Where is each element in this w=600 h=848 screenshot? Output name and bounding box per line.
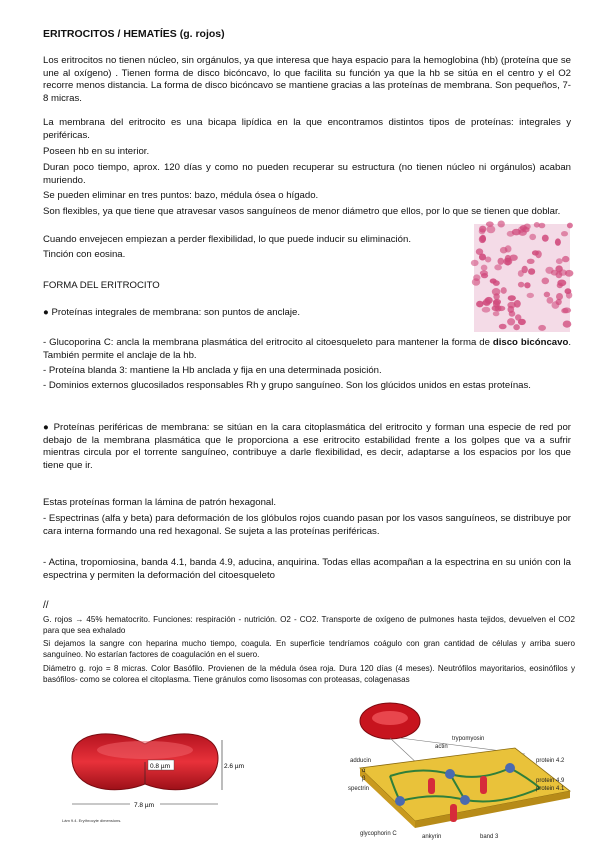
label-protein42: protein 4.2	[536, 758, 565, 764]
blood-cell	[555, 238, 561, 245]
dominios-paragraph: - Dominios externos glucosilados responsables Rh y grupo sanguíneo. Son los glúcidos unidos en estas proteínas.	[43, 380, 531, 391]
mini-rbc-highlight	[372, 711, 408, 725]
glucoporina-text-start: - Glucoporina C: ancla la membrana plasmática del eritrocito al citoesqueleto para mantener la forma de	[43, 337, 493, 348]
label-tropomyosin: trypomyosin	[452, 736, 485, 742]
blood-cell	[556, 258, 563, 264]
perifericas-paragraph-3: - Espectrinas (alfa y beta) para deformación de los glóbulos rojos cuando pasan por los vasos sanguíneos, se distribuye por cara interna formando una red hexagonal. Se sujeta a las proteínas periféricas.	[43, 513, 571, 537]
rbc-thickness-label: 0.8 µm	[150, 763, 171, 770]
blood-cell	[480, 235, 486, 242]
rbc-figure-caption: Lám 9.4. Erythrocyte dimensions.	[62, 818, 122, 823]
blood-cell	[542, 278, 550, 285]
blood-cell	[547, 297, 554, 304]
blood-cell	[498, 221, 505, 228]
blood-cell	[542, 235, 549, 242]
intro-paragraph-7: Cuando envejecen empiezan a perder flexibilidad, lo que puede inducir su eliminación.	[43, 234, 411, 245]
forma-heading: FORMA DEL ERITROCITO	[43, 280, 160, 291]
glucoporina-text-end: . También permite el anclaje de la hb.	[43, 337, 571, 361]
rbc-highlight	[97, 741, 193, 759]
intro-paragraph-1: Los eritrocitos no tienen núcleo, sin orgánulos, ya que interesa que haya espacio para la hemoglobina (hb) (proteína que se une al oxígeno) . Tienen forma de disco bicóncavo, lo que facilita su función ya que la hb se sitúa en el centro y el O2 recorre menos distancia. La forma de disco bicóncavo se mantiene gracias a las proteínas de membrana. Son pequeños, 7-8 micras.	[43, 55, 571, 104]
label-spectrin: spectrin	[348, 786, 370, 792]
blood-cell	[544, 292, 550, 298]
label-beta: β	[362, 776, 366, 782]
blood-cell	[485, 257, 491, 263]
blood-cell	[494, 264, 502, 270]
blood-cell	[476, 248, 483, 255]
blood-smear-image	[474, 224, 570, 332]
label-protein49: protein 4.9	[536, 778, 565, 784]
blood-cell	[527, 293, 534, 298]
blood-cell	[507, 318, 515, 325]
blood-cell	[552, 301, 560, 309]
label-ankyrin: ankyrin	[422, 834, 442, 840]
intro-paragraph-8: Tinción con eosina.	[43, 249, 126, 260]
intro-paragraph-2: La membrana del eritrocito es una bicapa lipídica en la que encontramos distintos tipos de proteínas: integrales y periféricas.	[43, 117, 571, 141]
blood-cell	[529, 234, 536, 240]
blood-cell	[498, 258, 505, 265]
blood-cell	[527, 259, 535, 264]
blood-cell	[483, 298, 491, 306]
blood-cell	[518, 282, 524, 288]
blood-cell	[559, 269, 568, 275]
blood-cell	[563, 321, 572, 328]
label-alpha: α	[362, 768, 366, 774]
blood-cell	[486, 221, 494, 226]
blood-cell	[508, 295, 516, 301]
perifericas-paragraph-2: Estas proteínas forman la lámina de patrón hexagonal.	[43, 497, 277, 508]
blood-cell	[471, 260, 479, 266]
notes-paragraph-3: Diámetro g. rojo = 8 micras. Color Basófilo. Provienen de la médula ósea roja. Dura 120 días (4 meses). Neutrófilos mayoritarios, eosinófilos y basófilos- como se colorea el citoplasma. Tiene gránulos como lisosomas con proteasas, colagenasas	[43, 664, 575, 685]
blood-cell	[492, 305, 500, 311]
perifericas-paragraph-1: ● Proteínas periféricas de membrana: se sitúan en la cara citoplasmática del eritrocito y forman una especie de red por debajo de la membrana plasmática que le proporciona a ese eritrocito estabilidad frente a los golpes que va a sufrir mientras circula por el torrente sanguíneo, contribuye a darle flexibilidad, es decir, adaptarse a los espacios por los que tiene que ir.	[43, 422, 571, 471]
label-glycophorin: glycophorin C	[360, 831, 397, 837]
blood-cell	[479, 228, 486, 234]
blood-cell	[492, 288, 501, 296]
blood-cell	[513, 324, 520, 330]
blood-cell	[508, 306, 515, 313]
blood-cell	[556, 293, 563, 300]
label-adducin: adducin	[350, 758, 372, 764]
blood-cell	[562, 307, 571, 313]
blood-cell	[480, 270, 488, 275]
blood-cell	[538, 325, 546, 331]
label-protein41: protein 4.1	[536, 786, 565, 792]
blood-cell	[522, 227, 529, 233]
blood-cell	[528, 268, 535, 275]
blood-cell	[473, 274, 480, 281]
blood-cell	[507, 231, 515, 237]
blood-cell	[481, 265, 488, 271]
glucoporina-text-bold: disco bicóncavo	[492, 337, 569, 348]
membrane-skeleton-figure	[340, 696, 580, 841]
blood-cell	[500, 247, 508, 254]
blood-cell	[509, 255, 517, 261]
notes-separator: //	[43, 600, 49, 611]
blood-cell	[565, 288, 572, 294]
notes-paragraph-1: G. rojos → 45% hematocrito. Funciones: respiración - nutrición. O2 - CO2. Transporte de oxígeno de pulmones hasta tejidos, devuelven el CO2 para que sea exhalado	[43, 615, 575, 636]
blood-cell	[493, 299, 501, 305]
blood-cell	[562, 256, 569, 262]
blood-cell	[493, 311, 500, 316]
rbc-dimensions-figure	[60, 710, 245, 830]
intro-paragraph-4: Duran poco tiempo, aprox. 120 días y como no pueden recuperar su estructura (no tienen núcleo ni orgánulos) acaban muriendo.	[43, 162, 571, 186]
page-title: ERITROCITOS / HEMATÍES (g. rojos)	[43, 28, 225, 40]
integrales-heading: ● Proteínas integrales de membrana: son puntos de anclaje.	[43, 307, 300, 318]
blood-smear-cells	[474, 224, 570, 332]
blood-cell	[545, 267, 553, 274]
blood-cell	[561, 231, 568, 236]
blood-cell	[501, 287, 507, 294]
rbc-diameter-label: 7.8 µm	[134, 802, 155, 809]
membrane-skeleton-drawing	[340, 696, 580, 841]
label-actin: actin	[435, 744, 448, 750]
intro-paragraph-5: Se pueden eliminar en tres puntos: bazo, médula ósea o hígado.	[43, 190, 319, 201]
blood-cell	[524, 282, 530, 288]
notes-paragraph-2: Si dejamos la sangre con heparina mucho tiempo, coagula. En superficie tendríamos coágulo con gran cantidad de células y arriba suero sanguíneo. No estarían factores de coagulación en el suero.	[43, 639, 575, 660]
glucoporina-paragraph	[43, 337, 571, 362]
blood-cell	[567, 223, 573, 229]
blood-cell	[515, 314, 521, 320]
blood-cell	[490, 278, 497, 283]
blood-cell	[534, 222, 540, 228]
perifericas-paragraph-4: - Actina, tropomiosina, banda 4.1, banda 4.9, aducina, anquirina. Todas ellas acompañan a la espectrina en su unión con la espectrina y permiten la deformación del citoesqueleto	[43, 557, 571, 581]
intro-paragraph-3: Poseen hb en su interior.	[43, 146, 150, 157]
intro-paragraph-6: Son flexibles, ya que tiene que atravesar vasos sanguíneos de menor diámetro que ellos, por lo que se tienen que doblar.	[43, 206, 561, 217]
blood-cell	[557, 283, 563, 289]
blood-cell	[532, 250, 539, 255]
label-band3: band 3	[480, 834, 499, 840]
rbc-dimensions-drawing	[60, 710, 245, 830]
rbc-height-label: 2.6 µm	[224, 763, 245, 770]
blood-cell	[518, 270, 524, 277]
blood-cell	[482, 307, 491, 313]
blood-cell	[499, 324, 507, 330]
banda3-paragraph: - Proteína blanda 3: mantiene la Hb anclada y fija en una determinada posición.	[43, 365, 382, 376]
